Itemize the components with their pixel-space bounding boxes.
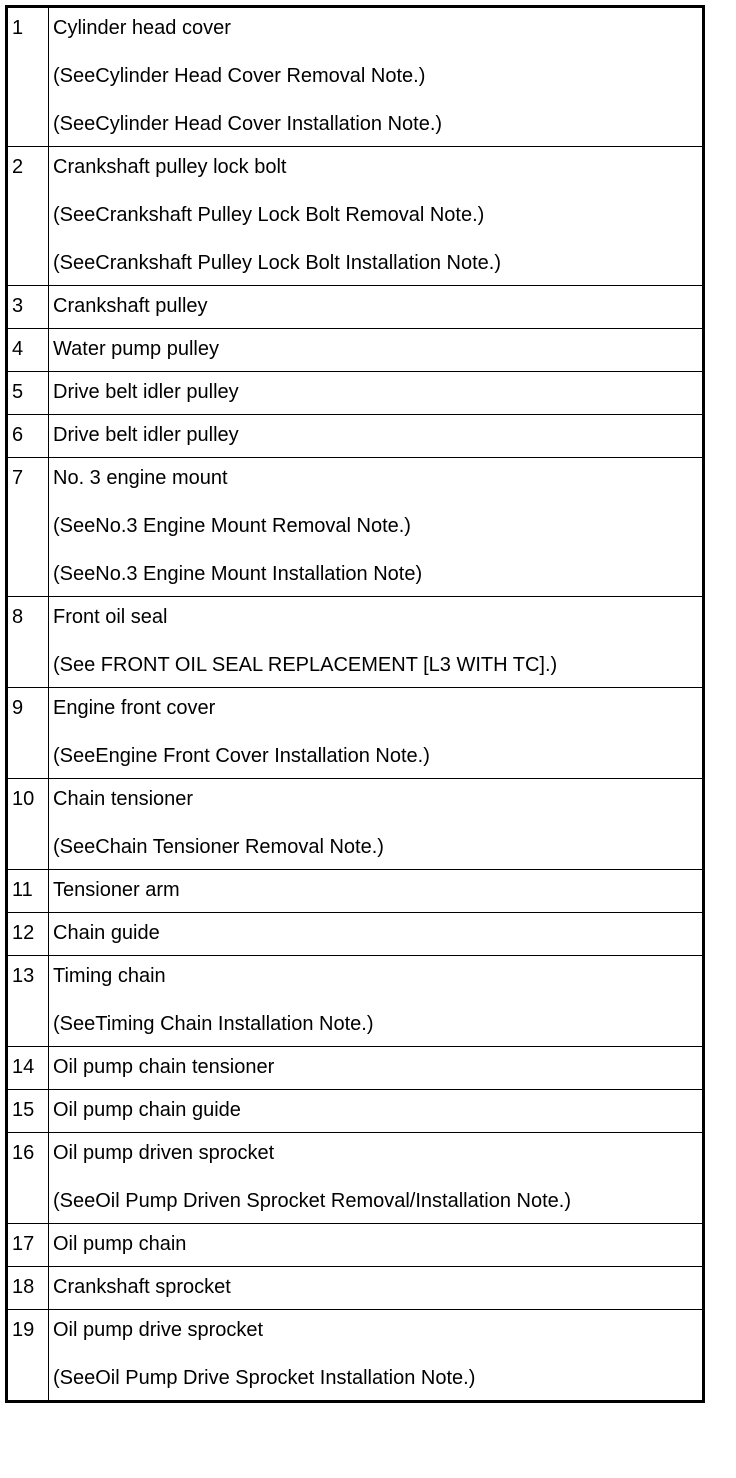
reference-note-link[interactable]: (SeeCylinder Head Cover Installation Note.): [53, 113, 443, 135]
item-number-cell: [7, 1047, 49, 1090]
table-row: [7, 286, 704, 329]
table-row: [7, 870, 704, 913]
item-number: 8: [12, 606, 24, 628]
part-name: Oil pump chain: [53, 1233, 187, 1255]
part-name: Oil pump drive sprocket: [53, 1319, 264, 1341]
part-name: Crankshaft pulley: [53, 295, 208, 317]
item-number: 19: [12, 1319, 35, 1341]
table-row: [7, 1310, 704, 1402]
table-row: [7, 779, 704, 870]
part-name: Oil pump chain tensioner: [53, 1056, 275, 1078]
item-description-cell: [49, 415, 704, 458]
part-name: Engine front cover: [53, 697, 216, 719]
table-row: [7, 458, 704, 597]
item-description-cell: [49, 147, 704, 286]
item-number-cell: [7, 286, 49, 329]
item-number: 16: [12, 1142, 35, 1164]
item-description-cell: [49, 913, 704, 956]
parts-table-body: [7, 7, 704, 1402]
item-number-cell: [7, 415, 49, 458]
part-name: Cylinder head cover: [53, 17, 231, 39]
part-name: Crankshaft sprocket: [53, 1276, 231, 1298]
table-row: [7, 913, 704, 956]
item-description-cell: [49, 1133, 704, 1224]
item-description-cell: [49, 7, 704, 147]
part-name: Crankshaft pulley lock bolt: [53, 156, 287, 178]
item-number: 5: [12, 381, 24, 403]
table-row: [7, 329, 704, 372]
table-row: [7, 415, 704, 458]
item-number-cell: [7, 147, 49, 286]
item-number-cell: [7, 597, 49, 688]
item-description-cell: [49, 597, 704, 688]
item-description-cell: [49, 688, 704, 779]
item-number: 15: [12, 1099, 35, 1121]
reference-note-link[interactable]: (SeeNo.3 Engine Mount Installation Note): [53, 563, 423, 585]
reference-note-link[interactable]: (SeeCylinder Head Cover Removal Note.): [53, 65, 426, 87]
item-number: 3: [12, 295, 24, 317]
item-number-cell: [7, 329, 49, 372]
reference-note-link[interactable]: (SeeEngine Front Cover Installation Note.): [53, 745, 430, 767]
table-row: [7, 597, 704, 688]
item-number: 6: [12, 424, 24, 446]
table-row: [7, 1090, 704, 1133]
part-name: No. 3 engine mount: [53, 467, 228, 489]
reference-note-link[interactable]: (SeeOil Pump Driven Sprocket Removal/Installation Note.): [53, 1190, 571, 1212]
item-description-cell: [49, 1310, 704, 1402]
item-number: 13: [12, 965, 35, 987]
reference-note-link[interactable]: (SeeOil Pump Drive Sprocket Installation Note.): [53, 1367, 476, 1389]
item-number-cell: [7, 7, 49, 147]
item-description-cell: [49, 1090, 704, 1133]
reference-note-link[interactable]: (See FRONT OIL SEAL REPLACEMENT [L3 WITH TC].): [53, 654, 558, 676]
item-description-cell: [49, 1047, 704, 1090]
item-number: 2: [12, 156, 24, 178]
part-name: Chain guide: [53, 922, 160, 944]
part-name: Oil pump chain guide: [53, 1099, 241, 1121]
item-description-cell: [49, 1224, 704, 1267]
item-number-cell: [7, 1133, 49, 1224]
table-row: [7, 147, 704, 286]
item-number-cell: [7, 1090, 49, 1133]
part-name: Water pump pulley: [53, 338, 219, 360]
reference-note-link[interactable]: (SeeNo.3 Engine Mount Removal Note.): [53, 515, 411, 537]
table-row: [7, 1133, 704, 1224]
item-number: 14: [12, 1056, 35, 1078]
item-description-cell: [49, 329, 704, 372]
part-name: Tensioner arm: [53, 879, 180, 901]
parts-table: [5, 5, 705, 1403]
item-description-cell: [49, 870, 704, 913]
reference-note-link[interactable]: (SeeCrankshaft Pulley Lock Bolt Installation Note.): [53, 252, 501, 274]
item-number: 9: [12, 697, 24, 719]
part-name: Oil pump driven sprocket: [53, 1142, 275, 1164]
table-row: [7, 1267, 704, 1310]
item-description-cell: [49, 779, 704, 870]
item-description-cell: [49, 372, 704, 415]
item-description-cell: [49, 458, 704, 597]
table-row: [7, 7, 704, 147]
item-number: 12: [12, 922, 35, 944]
part-name: Drive belt idler pulley: [53, 381, 239, 403]
reference-note-link[interactable]: (SeeTiming Chain Installation Note.): [53, 1013, 374, 1035]
item-number: 1: [12, 17, 24, 39]
item-number: 18: [12, 1276, 35, 1298]
item-number: 4: [12, 338, 24, 360]
item-number: 11: [12, 879, 33, 901]
part-name: Drive belt idler pulley: [53, 424, 239, 446]
item-number-cell: [7, 870, 49, 913]
item-number-cell: [7, 1310, 49, 1402]
item-number-cell: [7, 779, 49, 870]
table-row: [7, 956, 704, 1047]
item-number-cell: [7, 956, 49, 1047]
item-number-cell: [7, 913, 49, 956]
item-number-cell: [7, 1224, 49, 1267]
item-description-cell: [49, 956, 704, 1047]
reference-note-link[interactable]: (SeeCrankshaft Pulley Lock Bolt Removal Note.): [53, 204, 485, 226]
item-description-cell: [49, 286, 704, 329]
item-number-cell: [7, 372, 49, 415]
item-description-cell: [49, 1267, 704, 1310]
part-name: Timing chain: [53, 965, 166, 987]
reference-note-link[interactable]: (SeeChain Tensioner Removal Note.): [53, 836, 384, 858]
table-row: [7, 1047, 704, 1090]
item-number-cell: [7, 1267, 49, 1310]
table-row: [7, 688, 704, 779]
item-number: 17: [12, 1233, 35, 1255]
item-number: 10: [12, 788, 35, 810]
table-row: [7, 1224, 704, 1267]
item-number-cell: [7, 688, 49, 779]
part-name: Chain tensioner: [53, 788, 194, 810]
part-name: Front oil seal: [53, 606, 168, 628]
table-row: [7, 372, 704, 415]
item-number-cell: [7, 458, 49, 597]
item-number: 7: [12, 467, 24, 489]
